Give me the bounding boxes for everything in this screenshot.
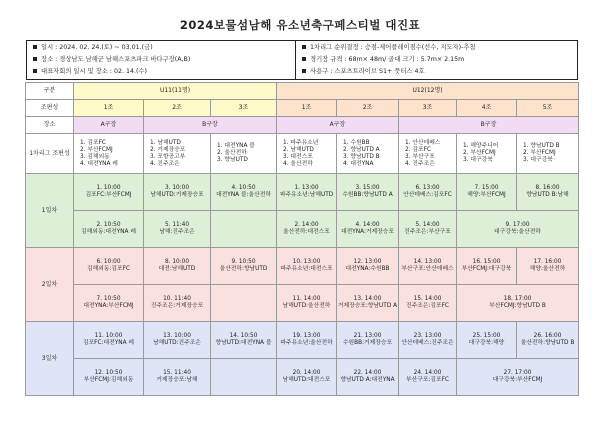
- match-cell: [457, 322, 517, 359]
- match-teams: 대구강북:울산전하: [494, 229, 541, 235]
- team-entry: 1. 남해UTD: [150, 139, 181, 146]
- team-entry: 2. 부산FCMJ: [80, 146, 113, 153]
- venue-u12-a: A구장: [277, 117, 399, 134]
- match-cell: [211, 285, 277, 322]
- match-cell: [144, 248, 211, 285]
- match-number-time: 22. 14:00: [353, 369, 382, 376]
- match-number-time: 27. 17:00: [503, 369, 532, 376]
- match-teams: 울산전하:향남UTD: [219, 266, 268, 272]
- match-teams: 진주조은:부산구포: [404, 229, 451, 235]
- match-teams: 향남UTD A:대전YNA: [340, 377, 395, 383]
- match-number-time: 6. 13:00: [415, 184, 440, 191]
- team-entry: 2. 부산FCMJ: [463, 150, 496, 156]
- group-cell: 1조: [277, 100, 337, 117]
- page-title: 2024보물섬남해 유소년축구페스티벌 대진표: [179, 18, 421, 32]
- match-number-time: 19. 13:00: [292, 332, 321, 339]
- match-number-time: 17. 16:00: [533, 258, 562, 265]
- group-teams-cell: [399, 134, 457, 174]
- info-line: [302, 66, 425, 77]
- match-teams: 남해UTD:거제장승포: [150, 192, 204, 198]
- venue-u12-b: B구장: [399, 117, 579, 134]
- match-cell: [399, 322, 457, 359]
- info-line: [33, 66, 147, 77]
- match-number-time: 16. 15:00: [472, 258, 501, 265]
- group-label: 조편성: [26, 100, 74, 117]
- match-teams: 부산FCMJ:대구강북: [461, 266, 512, 272]
- group-cell: 2조: [144, 100, 211, 117]
- venue-u11-b: B구장: [144, 117, 277, 134]
- match-cell: [277, 174, 337, 211]
- match-teams: 해양:부산FCMJ: [467, 192, 506, 198]
- team-entry: 2. 울산전하: [217, 150, 247, 156]
- match-cell: [337, 322, 399, 359]
- match-number-time: 4. 14:00: [355, 221, 380, 228]
- match-number-time: 8. 16:00: [535, 184, 560, 191]
- group-teams-cell: [211, 134, 277, 174]
- match-teams: 대전YNA 블:울산전하: [216, 192, 271, 198]
- match-number-time: 4. 10:50: [231, 184, 256, 191]
- match-teams: 수원BB:거제장승포: [342, 340, 393, 346]
- team-entry: 3. 대전스포: [283, 153, 313, 160]
- match-number-time: 12. 10:50: [94, 369, 123, 376]
- info-right-column: [296, 41, 577, 79]
- match-cell: [144, 359, 211, 396]
- match-teams: 부산구포:김포FC: [406, 377, 449, 383]
- match-number-time: 13. 10:00: [163, 332, 191, 339]
- match-cell: [337, 248, 399, 285]
- match-teams: 파주유소년:대전스포: [280, 266, 333, 272]
- team-entry: 4. 진주조은: [405, 160, 435, 167]
- group-teams-cell: [517, 134, 579, 174]
- day-label: 1일차: [26, 174, 74, 248]
- match-cell: [399, 174, 457, 211]
- info-box: [26, 40, 578, 80]
- match-cell: [74, 248, 144, 285]
- info-venue: 장소 : 경상남도 남해군 남해스포츠파크 바다구장(A,B): [41, 56, 191, 63]
- match-cell: [211, 359, 277, 396]
- match-teams: 해양:울산전하: [529, 266, 566, 272]
- match-cell: [457, 248, 517, 285]
- match-number-time: 14. 13:00: [413, 258, 442, 265]
- match-teams: 대전YNA:거제장승포: [341, 229, 394, 235]
- match-number-time: 9. 10:50: [231, 258, 256, 265]
- match-teams: 남해UTD:울산전하: [282, 303, 331, 309]
- team-entry: 2. 김포FC: [405, 146, 431, 153]
- match-cell: [144, 322, 211, 359]
- match-cell: [144, 211, 211, 248]
- team-entry: 1. 파주유소년: [283, 139, 319, 146]
- match-teams: 남해UTD:진주조은: [153, 340, 201, 346]
- team-entry: 4. 울산전하: [283, 160, 313, 167]
- match-number-time: 1. 10:00: [96, 184, 121, 191]
- match-cell: [277, 248, 337, 285]
- match-teams: 남해UTD:대전스포: [282, 377, 331, 383]
- match-teams: 향남UTD:대전YNA 블: [215, 340, 272, 346]
- info-line: [302, 42, 476, 53]
- bullet-icon: [302, 57, 306, 61]
- match-number-time: 5. 11:40: [164, 221, 190, 228]
- match-number-time: 14. 10:50: [229, 332, 258, 339]
- match-teams: 부산FCMJ:향남UTD B: [489, 303, 546, 309]
- group-teams-cell: [337, 134, 399, 174]
- match-teams: 진주조은:거제장승포: [150, 303, 204, 309]
- bullet-icon: [33, 45, 37, 49]
- match-number-time: 13. 14:00: [353, 295, 382, 302]
- match-teams: 수원BB:향남UTD A: [342, 192, 393, 198]
- match-teams: 부산구포:안산데베스: [401, 266, 454, 272]
- match-teams: 안산데베스:김포FC: [403, 192, 452, 198]
- venue-u11-a: A구장: [74, 117, 144, 134]
- match-cell: [74, 211, 144, 248]
- match-teams: 남해:진주조은: [159, 229, 195, 235]
- team-entry: 4. 진주조은: [150, 160, 180, 167]
- team-entry: 3. 향남UTD: [217, 157, 248, 163]
- match-cell: [337, 359, 399, 396]
- league-label: 1차리그 조편성: [26, 134, 74, 174]
- match-number-time: 18. 17:00: [503, 295, 532, 302]
- match-number-time: 15. 11:40: [163, 369, 191, 376]
- day-label: 2일차: [26, 248, 74, 322]
- match-number-time: 10. 13:00: [292, 258, 321, 265]
- day-label: 3일차: [26, 322, 74, 396]
- group-cell: 5조: [517, 100, 579, 117]
- team-entry: 2. 남해UTD: [283, 146, 314, 153]
- match-number-time: 6. 10:00: [96, 258, 121, 265]
- team-entry: 1. 향남UTD B: [523, 143, 560, 149]
- team-entry: 1. 해양주니어: [463, 143, 499, 149]
- team-entry: 1. 김포FC: [80, 139, 106, 146]
- match-teams: 대전YNA:부산FCMJ: [83, 303, 134, 309]
- match-teams: 울산전하:향남UTD B: [520, 340, 575, 346]
- match-cell: [337, 211, 399, 248]
- team-entry: 1. 대전YNA 블: [217, 143, 255, 149]
- match-cell: [337, 285, 399, 322]
- group-cell: 1조: [74, 100, 144, 117]
- team-entry: 3. 대구강북: [463, 157, 493, 163]
- bullet-icon: [33, 57, 37, 61]
- bullet-icon: [33, 69, 37, 73]
- team-entry: 2. 향남UTD A: [343, 146, 380, 153]
- bullet-icon: [302, 69, 306, 73]
- team-entry: 1. 안산데베스: [405, 139, 441, 146]
- info-line: [33, 42, 153, 53]
- match-teams: 부산FCMJ:김해외동: [83, 377, 134, 383]
- match-teams: 거제장승포:향남UTD A: [337, 303, 398, 309]
- bullet-icon: [302, 45, 306, 49]
- match-cell: [399, 359, 457, 396]
- group-cell: 2조: [337, 100, 399, 117]
- match-cell: [457, 359, 579, 396]
- match-cell: [74, 285, 144, 322]
- match-cell: [517, 322, 579, 359]
- match-cell: [399, 211, 457, 248]
- match-teams: 향남UTD B:남해: [526, 192, 569, 198]
- group-cell: 3조: [211, 100, 277, 117]
- match-cell: [277, 211, 337, 248]
- team-entry: 4. 대전YNA: [343, 160, 374, 167]
- match-teams: 대전:남해UTD: [158, 266, 196, 272]
- match-cell: [144, 174, 211, 211]
- info-line: [302, 54, 464, 65]
- match-number-time: 15. 14:00: [413, 295, 442, 302]
- match-cell: [517, 248, 579, 285]
- match-cell: [211, 174, 277, 211]
- match-cell: [211, 322, 277, 359]
- division-u12: U12(12명): [277, 83, 579, 100]
- match-number-time: 1. 13:00: [294, 184, 319, 191]
- match-teams: 안산데베스:진주조은: [401, 340, 454, 346]
- match-number-time: 8. 10:00: [164, 258, 190, 265]
- team-entry: 3. 포항공고부: [150, 153, 186, 160]
- match-cell: [74, 322, 144, 359]
- match-cell: [74, 174, 144, 211]
- match-number-time: 5. 14:00: [415, 221, 440, 228]
- match-cell: [144, 285, 211, 322]
- match-cell: [211, 211, 277, 248]
- match-number-time: 7. 15:00: [474, 184, 499, 191]
- group-cell: 3조: [399, 100, 457, 117]
- match-number-time: 3. 10:00: [164, 184, 190, 191]
- match-number-time: 10. 11:40: [163, 295, 191, 302]
- match-teams: 울산전하:대전스포: [283, 229, 330, 235]
- match-cell: [337, 174, 399, 211]
- match-teams: 대구강북:부산FCMJ: [492, 377, 543, 383]
- match-number-time: 2. 14:00: [294, 221, 319, 228]
- info-ball: 사용구 : 스포츠트라이브 S1+ 풋터스 4호: [310, 68, 425, 75]
- match-number-time: 3. 15:00: [355, 184, 380, 191]
- team-entry: 3. 향남UTD B: [343, 153, 380, 160]
- division-label: 구분: [26, 83, 74, 100]
- match-teams: 김포FC:부산FCMJ: [85, 192, 132, 198]
- team-entry: 2. 부산FCMJ: [523, 150, 556, 156]
- venue-label: 장소: [26, 117, 74, 134]
- group-teams-cell: [144, 134, 211, 174]
- group-teams-cell: [277, 134, 337, 174]
- match-cell: [277, 322, 337, 359]
- match-number-time: 24. 14:00: [413, 369, 442, 376]
- division-u11: U11(11명): [74, 83, 277, 100]
- match-number-time: 11. 14:00: [292, 295, 321, 302]
- match-teams: 파주유소년:울산전하: [280, 340, 333, 346]
- match-number-time: 20. 14:00: [292, 369, 321, 376]
- team-entry: 3. 김해외동: [80, 153, 110, 160]
- info-left-column: [27, 41, 296, 79]
- group-teams-cell: [74, 134, 144, 174]
- group-cell: 4조: [457, 100, 517, 117]
- info-line: [33, 54, 190, 65]
- match-number-time: 7. 10:50: [96, 295, 121, 302]
- match-number-time: 12. 13:00: [353, 258, 382, 265]
- match-teams: 파주유소년:남해UTD: [279, 192, 334, 198]
- match-cell: [277, 359, 337, 396]
- team-entry: 3. 부산구포: [405, 153, 435, 160]
- match-cell: [74, 359, 144, 396]
- match-number-time: 26. 16:00: [533, 332, 562, 339]
- match-cell: [457, 285, 579, 322]
- info-ranking-rule: 1차리그 순위결정 : 승점-제어플레이점수(선수, 지도자)-추첨: [310, 44, 476, 51]
- match-teams: 대구강북:해양: [468, 340, 505, 346]
- match-number-time: 9. 17:00: [505, 221, 530, 228]
- info-date: 일시 : 2024. 02. 24.(토) ~ 03.01.(금): [41, 44, 153, 51]
- match-cell: [399, 248, 457, 285]
- team-entry: 1. 수원BB: [343, 139, 370, 146]
- info-field-size: 경기장 규격 : 68m× 48m/ 골대 크기 : 5.7m× 2.15m: [310, 56, 465, 63]
- match-teams: 진주조은:김포FC: [406, 303, 449, 309]
- match-cell: [457, 174, 517, 211]
- match-cell: [211, 248, 277, 285]
- match-cell: [399, 285, 457, 322]
- match-teams: 김해외동:대전YNA 레: [81, 229, 136, 235]
- match-teams: 대전YNA:수원BB: [345, 266, 390, 272]
- info-meeting: 대표자회의 일시 및 장소 : 02. 14.(수): [41, 68, 147, 75]
- match-cell: [457, 211, 579, 248]
- match-number-time: 11. 10:00: [94, 332, 123, 339]
- team-entry: 2. 거제장승포: [150, 146, 186, 153]
- match-number-time: 2. 10:50: [96, 221, 121, 228]
- team-entry: 3. 대구강북: [523, 157, 553, 163]
- group-teams-cell: [457, 134, 517, 174]
- match-teams: 김해외동:김포FC: [87, 266, 130, 272]
- match-number-time: 25. 15:00: [472, 332, 501, 339]
- match-number-time: 21. 13:00: [353, 332, 382, 339]
- match-number-time: 23. 13:00: [413, 332, 442, 339]
- match-cell: [277, 285, 337, 322]
- team-entry: 4. 대전YNA 레: [80, 160, 118, 167]
- match-teams: 김포FC:대전YNA 레: [82, 340, 135, 346]
- match-teams: 거제장승포:남해: [156, 377, 198, 383]
- match-cell: [517, 174, 579, 211]
- schedule-table: [25, 82, 579, 396]
